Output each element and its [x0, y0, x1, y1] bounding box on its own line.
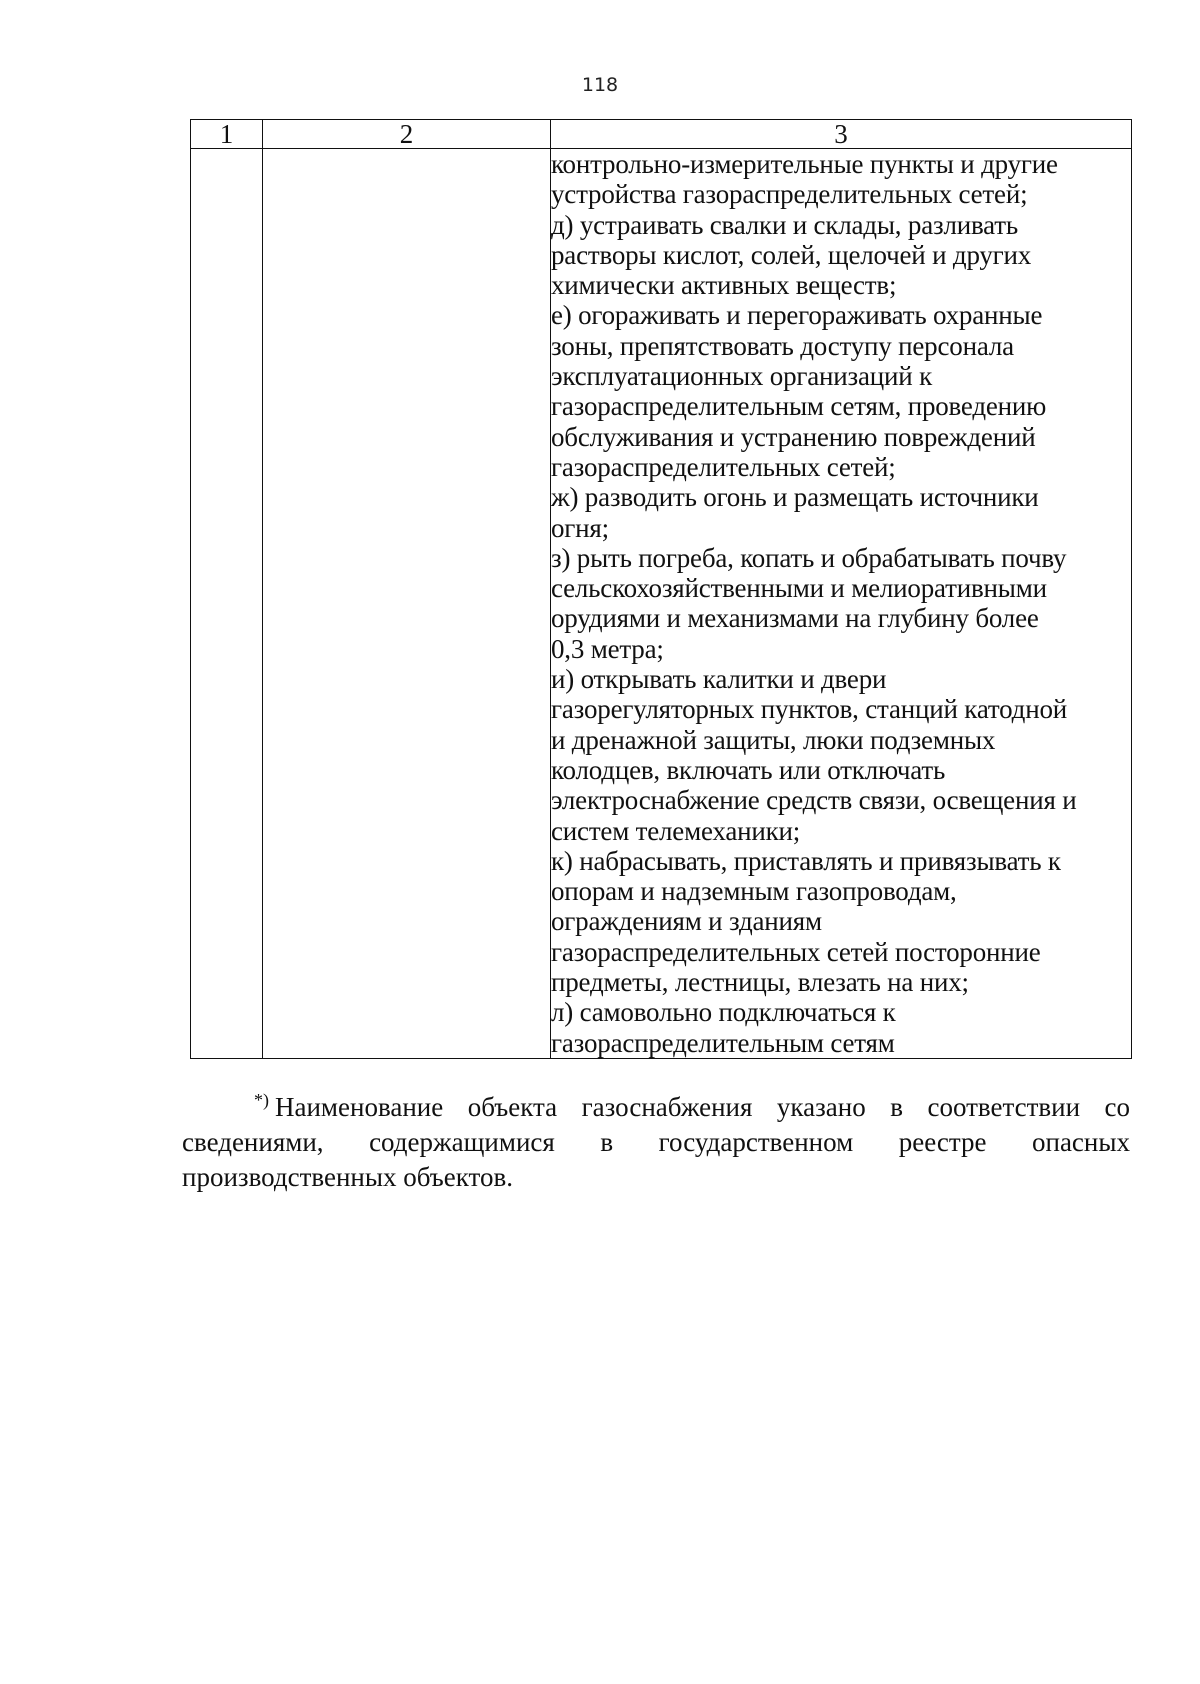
- text-line: к) набрасывать, приставлять и привязывать к: [551, 845, 1061, 876]
- text-line: орудиями и механизмами на глубину более: [551, 603, 1039, 634]
- table-cell-col3: [551, 149, 1132, 1059]
- footnote: [182, 1090, 1130, 1195]
- text-line: опорам и надземным газопроводам,: [551, 876, 957, 907]
- document-table: [190, 119, 1132, 1059]
- table-cell-col1: [191, 149, 263, 1059]
- text-line: систем телемеханики;: [551, 815, 801, 846]
- text-line: л) самовольно подключаться к: [551, 997, 896, 1028]
- text-line: газорегуляторных пунктов, станций катодной: [551, 694, 1068, 725]
- text-line: огня;: [551, 512, 609, 543]
- text-line: зоны, препятствовать доступу персонала: [551, 330, 1014, 361]
- footnote-line: сведениями, содержащимися в государственном реестре опасных: [182, 1127, 1130, 1157]
- text-line: устройства газораспределительных сетей;: [551, 179, 1028, 210]
- column-header-1: 1: [191, 120, 263, 149]
- text-line: растворы кислот, солей, щелочей и других: [551, 239, 1032, 270]
- text-line: ж) разводить огонь и размещать источники: [551, 482, 1039, 513]
- footnote-line: [182, 1090, 1130, 1125]
- text-line: е) огораживать и перегораживать охранные: [551, 300, 1043, 331]
- text-line: сельскохозяйственными и мелиоративными: [551, 573, 1047, 604]
- text-line: 0,3 метра;: [551, 633, 664, 664]
- text-line: газораспределительных сетей посторонние: [551, 936, 1041, 967]
- text-line: и дренажной защиты, люки подземных: [551, 724, 996, 755]
- text-line: электроснабжение средств связи, освещения и: [551, 785, 1077, 816]
- text-line: газораспределительных сетей;: [551, 451, 896, 482]
- text-line: эксплуатационных организаций к: [551, 361, 932, 392]
- footnote-text: Наименование объекта газоснабжения указано в соответствии со: [275, 1092, 1130, 1122]
- column-header-2: 2: [263, 120, 551, 149]
- text-line: и) открывать калитки и двери: [551, 664, 887, 695]
- table-row: [191, 149, 1132, 1059]
- text-line: з) рыть погреба, копать и обрабатывать почву: [551, 542, 1067, 573]
- text-line: газораспределительным сетям, проведению: [551, 391, 1047, 422]
- text-line: д) устраивать свалки и склады, разливать: [551, 209, 1018, 240]
- text-line: колодцев, включать или отключать: [551, 754, 946, 785]
- footnote-line: производственных объектов.: [182, 1162, 513, 1192]
- text-line: ограждениям и зданиям: [551, 906, 822, 937]
- footnote-marker: *): [254, 1090, 269, 1110]
- table-cell-col2: [263, 149, 551, 1059]
- text-line: химически активных веществ;: [551, 270, 897, 301]
- text-line: газораспределительным сетям: [551, 1027, 895, 1058]
- column-header-3: 3: [551, 120, 1132, 149]
- text-line: предметы, лестницы, влезать на них;: [551, 967, 969, 998]
- text-line: контрольно-измерительные пункты и другие: [551, 149, 1058, 179]
- page-number: 118: [581, 74, 619, 96]
- table-header-row: [191, 120, 1132, 149]
- text-line: обслуживания и устранению повреждений: [551, 421, 1036, 452]
